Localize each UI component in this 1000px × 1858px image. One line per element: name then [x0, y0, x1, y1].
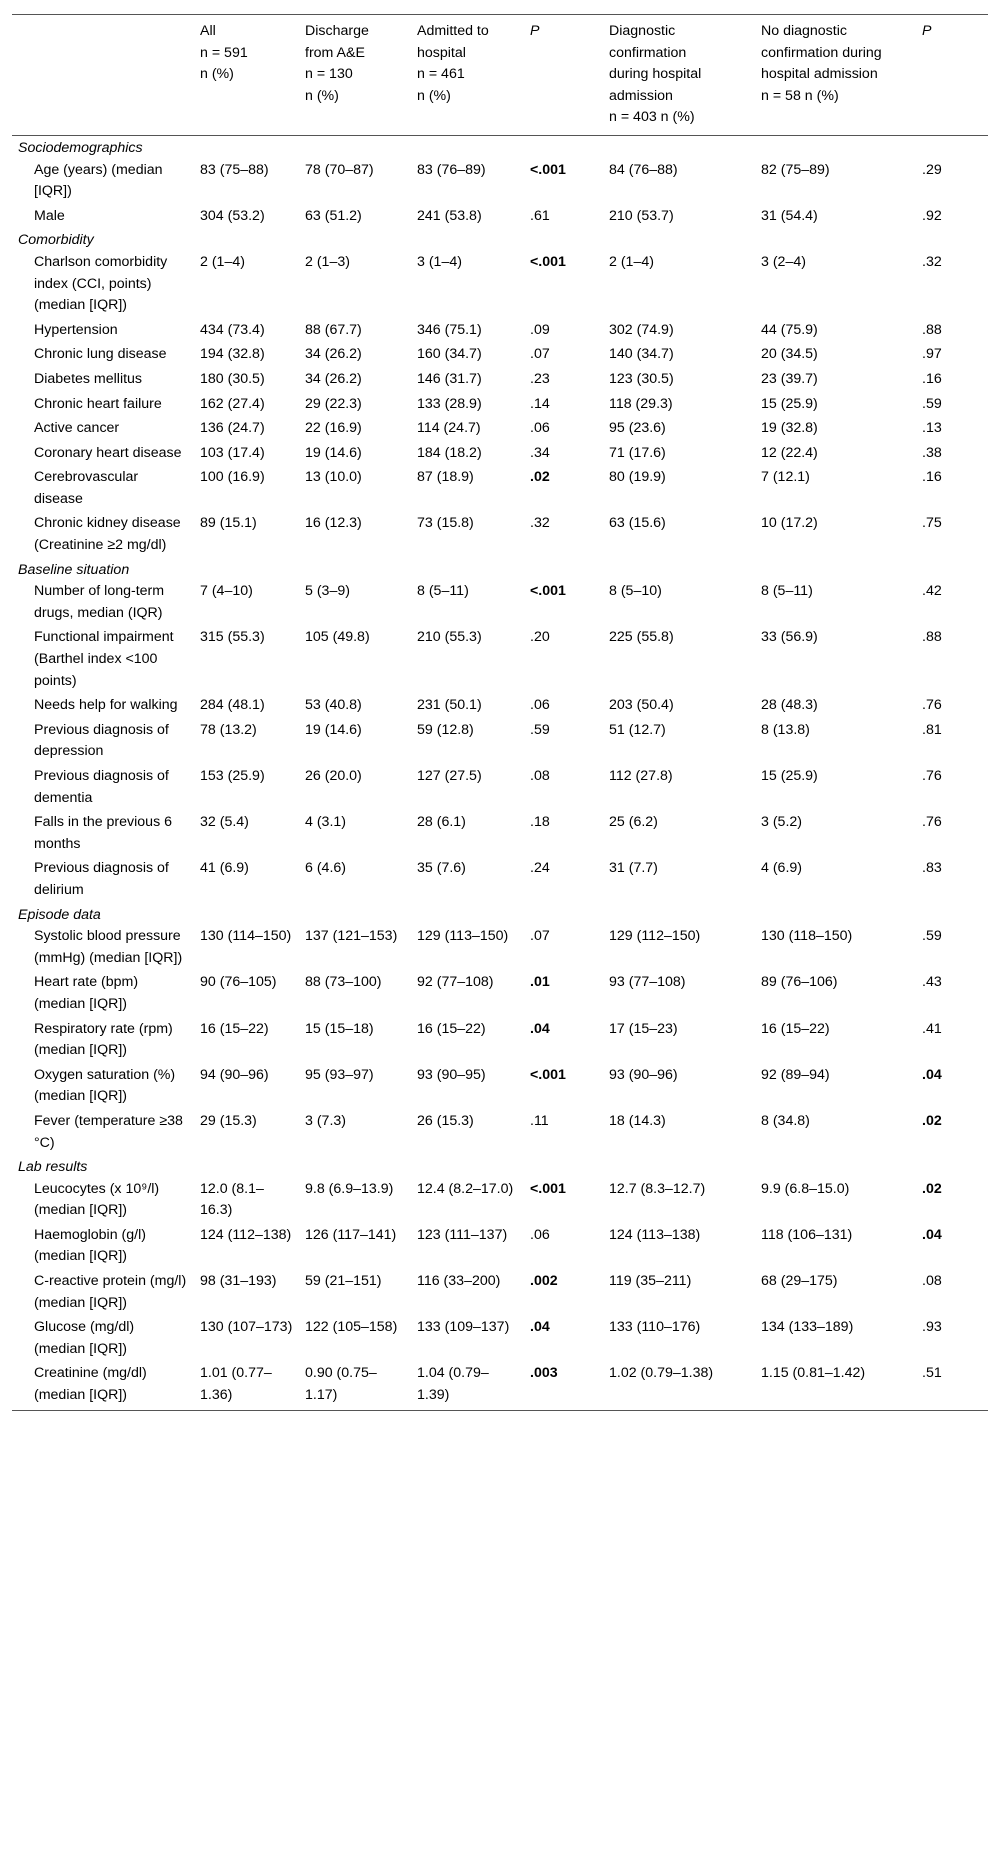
row-label: Functional impairment (Barthel index <100 points) — [34, 629, 174, 689]
cell-diagnostic: 51 (12.7) — [609, 721, 666, 738]
cell-p-admission: <.001 — [530, 1066, 566, 1083]
row-label: Haemoglobin (g/l) (median [IQR]) — [34, 1226, 146, 1265]
table-row — [12, 418, 988, 443]
cell-diagnostic: 84 (76–88) — [609, 161, 678, 178]
cell-p-admission: <.001 — [530, 161, 566, 178]
row-label: Coronary heart disease — [34, 444, 182, 461]
cell-no-diagnostic: 134 (133–189) — [761, 1319, 854, 1336]
table-row — [12, 160, 988, 206]
cell-all: 284 (48.1) — [200, 697, 265, 714]
cell-p-admission: .61 — [530, 207, 550, 224]
cell-p-admission: .01 — [530, 974, 550, 991]
row-label: Chronic kidney disease (Creatinine ≥2 mg/dl) — [34, 515, 181, 554]
table-row — [12, 695, 988, 720]
row-label: Heart rate (bpm) (median [IQR]) — [34, 974, 139, 1012]
cell-diagnostic: 80 (19.9) — [609, 469, 666, 486]
cell-admitted: 133 (28.9) — [417, 395, 482, 412]
cell-all: 130 (114–150) — [200, 928, 292, 945]
cell-p-admission: .09 — [530, 321, 550, 338]
cell-all: 98 (31–193) — [200, 1273, 277, 1290]
section-header-row — [12, 905, 988, 927]
cell-diagnostic: 129 (112–150) — [609, 928, 701, 945]
row-label: Leucocytes (x 10⁹/l) (median [IQR]) — [34, 1180, 160, 1219]
cell-p-diagnostic: .38 — [922, 444, 942, 461]
cell-no-diagnostic: 12 (22.4) — [761, 444, 818, 461]
cell-all: 180 (30.5) — [200, 370, 265, 387]
cell-p-diagnostic: .02 — [922, 1112, 942, 1129]
cell-discharge: 29 (22.3) — [305, 395, 362, 412]
table-row — [12, 394, 988, 419]
cell-diagnostic: 140 (34.7) — [609, 346, 674, 363]
cell-p-admission: .32 — [530, 515, 550, 532]
section-header-row — [12, 1157, 988, 1179]
cell-p-diagnostic: .88 — [922, 629, 942, 646]
cell-all: 1.01 (0.77–1.36) — [200, 1365, 272, 1404]
cell-no-diagnostic: 89 (76–106) — [761, 974, 838, 991]
cell-admitted: 210 (55.3) — [417, 629, 482, 646]
cell-discharge: 26 (20.0) — [305, 768, 362, 784]
cell-p-admission: .06 — [530, 1226, 550, 1243]
cell-p-diagnostic: .93 — [922, 1319, 942, 1336]
cell-discharge: 88 (73–100) — [305, 974, 382, 991]
table-row — [12, 320, 988, 345]
cell-p-diagnostic: .29 — [922, 161, 942, 178]
cell-diagnostic: 63 (15.6) — [609, 515, 666, 532]
row-label: C-reactive protein (mg/l) (median [IQR]) — [34, 1273, 187, 1311]
cell-p-admission: .18 — [530, 814, 550, 831]
cell-diagnostic: 18 (14.3) — [609, 1112, 666, 1129]
cell-p-diagnostic: .04 — [922, 1066, 942, 1083]
cell-admitted: 8 (5–11) — [417, 583, 469, 600]
cell-p-diagnostic: .02 — [922, 1180, 942, 1197]
table-header — [12, 15, 988, 136]
cell-diagnostic: 71 (17.6) — [609, 444, 666, 461]
header-label — [12, 15, 194, 136]
section-header-row — [12, 560, 988, 582]
cell-p-diagnostic: .16 — [922, 469, 942, 486]
cell-admitted: 241 (53.8) — [417, 207, 482, 224]
cell-all: 315 (55.3) — [200, 629, 265, 646]
cell-no-diagnostic: 8 (34.8) — [761, 1112, 810, 1129]
cell-discharge: 78 (70–87) — [305, 161, 374, 178]
cell-discharge: 137 (121–153) — [305, 928, 398, 945]
row-label: Oxygen saturation (%) (median [IQR]) — [34, 1066, 176, 1105]
cell-admitted: 231 (50.1) — [417, 697, 482, 714]
cell-admitted: 59 (12.8) — [417, 721, 474, 738]
cell-admitted: 146 (31.7) — [417, 370, 482, 387]
cell-discharge: 13 (10.0) — [305, 469, 362, 486]
cell-admitted: 3 (1–4) — [417, 253, 462, 270]
row-label: Charlson comorbidity index (CCI, points) (median [IQR]) — [34, 253, 168, 314]
row-label: Needs help for walking — [34, 697, 178, 714]
cell-admitted: 12.4 (8.2–17.0) — [417, 1180, 514, 1197]
cell-admitted: 116 (33–200) — [417, 1273, 501, 1290]
cell-no-diagnostic: 8 (5–11) — [761, 583, 813, 600]
cell-all: 41 (6.9) — [200, 860, 249, 877]
cell-diagnostic: 119 (35–211) — [609, 1273, 692, 1290]
cell-diagnostic: 31 (7.7) — [609, 860, 658, 877]
cell-discharge: 34 (26.2) — [305, 346, 362, 363]
cell-discharge: 88 (67.7) — [305, 321, 362, 338]
row-label: Fever (temperature ≥38 °C) — [34, 1112, 183, 1151]
header-row — [12, 15, 988, 136]
cell-admitted: 160 (34.7) — [417, 346, 482, 363]
cell-discharge: 4 (3.1) — [305, 814, 347, 831]
cell-discharge: 6 (4.6) — [305, 860, 347, 877]
cell-admitted: 35 (7.6) — [417, 860, 466, 877]
cell-all: 32 (5.4) — [200, 814, 249, 831]
row-label: Falls in the previous 6 months — [34, 814, 173, 852]
row-label: Systolic blood pressure (mmHg) (median [IQR]) — [34, 928, 183, 966]
cell-p-diagnostic: .16 — [922, 370, 942, 387]
cell-no-diagnostic: 15 (25.9) — [761, 395, 818, 412]
cell-admitted: 114 (24.7) — [417, 420, 481, 437]
section-title: Comorbidity — [18, 232, 94, 249]
cell-no-diagnostic: 1.15 (0.81–1.42) — [761, 1365, 866, 1382]
table-row — [12, 1317, 988, 1363]
table-row — [12, 513, 988, 559]
cell-admitted: 16 (15–22) — [417, 1020, 486, 1037]
cell-all: 89 (15.1) — [200, 515, 257, 532]
header-p2: P — [922, 23, 932, 39]
cell-no-diagnostic: 44 (75.9) — [761, 321, 818, 338]
cell-p-admission: .002 — [530, 1273, 558, 1290]
row-label: Previous diagnosis of dementia — [34, 768, 169, 806]
row-label: Previous diagnosis of depression — [34, 721, 169, 760]
row-label: Hypertension — [34, 321, 118, 338]
cell-p-admission: .07 — [530, 928, 550, 945]
cell-discharge: 19 (14.6) — [305, 721, 362, 738]
cell-all: 29 (15.3) — [200, 1112, 257, 1129]
table-row — [12, 972, 988, 1018]
cell-diagnostic: 133 (110–176) — [609, 1319, 701, 1336]
cell-diagnostic: 1.02 (0.79–1.38) — [609, 1365, 714, 1382]
row-label: Male — [34, 207, 65, 224]
table-row — [12, 720, 988, 766]
cell-p-diagnostic: .88 — [922, 321, 942, 338]
cell-diagnostic: 17 (15–23) — [609, 1020, 678, 1037]
table-row — [12, 443, 988, 468]
cell-discharge: 95 (93–97) — [305, 1066, 374, 1083]
table-row — [12, 206, 988, 231]
table-row — [12, 369, 988, 394]
section-title: Sociodemographics — [18, 139, 143, 156]
cell-discharge: 59 (21–151) — [305, 1273, 382, 1290]
cell-p-admission: <.001 — [530, 1180, 566, 1197]
cell-no-diagnostic: 4 (6.9) — [761, 860, 803, 877]
cell-p-admission: .003 — [530, 1365, 558, 1382]
cell-all: 136 (24.7) — [200, 420, 265, 437]
cell-diagnostic: 25 (6.2) — [609, 814, 658, 831]
header-all: All n = 591 n (%) — [200, 23, 248, 83]
section-title: Episode data — [18, 906, 101, 923]
cell-admitted: 92 (77–108) — [417, 974, 494, 991]
cell-no-diagnostic: 20 (34.5) — [761, 346, 818, 363]
table-row — [12, 812, 988, 858]
cell-all: 194 (32.8) — [200, 346, 265, 363]
cell-admitted: 93 (90–95) — [417, 1066, 486, 1083]
cell-diagnostic: 124 (113–138) — [609, 1226, 701, 1243]
row-label: Chronic heart failure — [34, 395, 162, 412]
table-body — [12, 135, 988, 1410]
cell-p-admission: .08 — [530, 768, 550, 784]
cell-p-admission: .06 — [530, 697, 550, 714]
cell-p-admission: .20 — [530, 629, 550, 646]
cell-no-diagnostic: 130 (118–150) — [761, 928, 853, 945]
cell-no-diagnostic: 8 (13.8) — [761, 721, 810, 738]
cell-no-diagnostic: 92 (89–94) — [761, 1066, 830, 1083]
cell-discharge: 3 (7.3) — [305, 1112, 347, 1129]
cell-no-diagnostic: 9.9 (6.8–15.0) — [761, 1180, 850, 1197]
cell-admitted: 346 (75.1) — [417, 321, 482, 338]
table-row — [12, 467, 988, 513]
cell-p-diagnostic: .08 — [922, 1273, 942, 1290]
cell-no-diagnostic: 19 (32.8) — [761, 420, 818, 437]
cell-no-diagnostic: 10 (17.2) — [761, 515, 818, 532]
cell-all: 153 (25.9) — [200, 768, 265, 784]
cell-discharge: 63 (51.2) — [305, 207, 362, 224]
cell-no-diagnostic: 3 (2–4) — [761, 253, 806, 270]
cell-diagnostic: 210 (53.7) — [609, 207, 674, 224]
cell-p-diagnostic: .76 — [922, 697, 942, 714]
cell-p-diagnostic: .04 — [922, 1226, 942, 1243]
row-label: Cerebrovascular disease — [34, 469, 139, 507]
cell-all: 2 (1–4) — [200, 253, 245, 270]
table-row — [12, 344, 988, 369]
cell-diagnostic: 12.7 (8.3–12.7) — [609, 1180, 706, 1197]
row-label: Diabetes mellitus — [34, 370, 143, 387]
cell-diagnostic: 93 (77–108) — [609, 974, 686, 991]
row-label: Respiratory rate (rpm) (median [IQR]) — [34, 1020, 173, 1059]
cell-p-diagnostic: .13 — [922, 420, 942, 437]
cell-admitted: 28 (6.1) — [417, 814, 466, 831]
cell-p-diagnostic: .97 — [922, 346, 942, 363]
section-title: Lab results — [18, 1159, 88, 1176]
cell-all: 7 (4–10) — [200, 583, 253, 600]
cell-no-diagnostic: 33 (56.9) — [761, 629, 818, 646]
cell-p-admission: .04 — [530, 1319, 550, 1336]
table-row — [12, 1363, 988, 1410]
cell-p-admission: .04 — [530, 1020, 550, 1037]
cell-p-admission: <.001 — [530, 583, 566, 600]
table-row — [12, 926, 988, 972]
cell-p-diagnostic: .76 — [922, 768, 942, 784]
row-label: Creatinine (mg/dl) (median [IQR]) — [34, 1365, 147, 1404]
table-row — [12, 1065, 988, 1111]
cell-p-admission: .07 — [530, 346, 550, 363]
table-row — [12, 1179, 988, 1225]
cell-p-diagnostic: .59 — [922, 395, 942, 412]
cell-all: 16 (15–22) — [200, 1020, 269, 1037]
cell-p-admission: .06 — [530, 420, 550, 437]
cell-no-diagnostic: 118 (106–131) — [761, 1226, 853, 1243]
cell-discharge: 5 (3–9) — [305, 583, 350, 600]
header-admitted: Admitted to hospital n = 461 n (%) — [417, 23, 489, 104]
cell-all: 100 (16.9) — [200, 469, 265, 486]
cell-p-admission: .59 — [530, 721, 550, 738]
table-row — [12, 858, 988, 904]
table-row — [12, 627, 988, 695]
cell-no-diagnostic: 15 (25.9) — [761, 768, 818, 784]
cell-diagnostic: 118 (29.3) — [609, 395, 673, 412]
cell-admitted: 87 (18.9) — [417, 469, 474, 486]
row-label: Age (years) (median [IQR]) — [34, 161, 163, 200]
row-label: Number of long-term drugs, median (IQR) — [34, 583, 165, 621]
cell-all: 90 (76–105) — [200, 974, 277, 991]
cell-p-diagnostic: .76 — [922, 814, 942, 831]
cell-all: 130 (107–173) — [200, 1319, 293, 1336]
cell-all: 12.0 (8.1–16.3) — [200, 1180, 264, 1219]
cell-p-diagnostic: .41 — [922, 1020, 942, 1037]
cell-p-diagnostic: .92 — [922, 207, 942, 224]
cell-all: 162 (27.4) — [200, 395, 265, 412]
cell-diagnostic: 225 (55.8) — [609, 629, 674, 646]
section-title: Baseline situation — [18, 561, 130, 578]
cell-p-admission: .24 — [530, 860, 550, 877]
cell-diagnostic: 112 (27.8) — [609, 768, 673, 784]
cell-discharge: 105 (49.8) — [305, 629, 370, 646]
cell-admitted: 1.04 (0.79–1.39) — [417, 1365, 489, 1404]
cell-all: 124 (112–138) — [200, 1226, 292, 1243]
cell-diagnostic: 2 (1–4) — [609, 253, 654, 270]
cell-p-diagnostic: .81 — [922, 721, 942, 738]
cell-no-diagnostic: 3 (5.2) — [761, 814, 803, 831]
cell-no-diagnostic: 23 (39.7) — [761, 370, 818, 387]
cell-diagnostic: 93 (90–96) — [609, 1066, 678, 1083]
cell-diagnostic: 203 (50.4) — [609, 697, 674, 714]
table-row — [12, 581, 988, 627]
cell-p-diagnostic: .51 — [922, 1365, 942, 1382]
cell-admitted: 129 (113–150) — [417, 928, 509, 945]
characteristics-table — [12, 14, 988, 1411]
cell-admitted: 184 (18.2) — [417, 444, 482, 461]
header-no-diagnostic: No diagnostic confirmation during hospital admission n = 58 n (%) — [761, 23, 882, 104]
cell-discharge: 22 (16.9) — [305, 420, 362, 437]
header-p1: P — [530, 23, 540, 39]
cell-all: 83 (75–88) — [200, 161, 269, 178]
cell-admitted: 127 (27.5) — [417, 768, 482, 784]
section-header-row — [12, 135, 988, 159]
cell-all: 304 (53.2) — [200, 207, 265, 224]
table-row — [12, 1111, 988, 1157]
cell-discharge: 16 (12.3) — [305, 515, 362, 532]
table-row — [12, 1271, 988, 1317]
cell-p-admission: .11 — [530, 1112, 549, 1129]
table-container — [12, 14, 988, 1411]
header-discharge: Discharge from A&E n = 130 n (%) — [305, 23, 369, 104]
cell-all: 78 (13.2) — [200, 721, 257, 738]
row-label: Chronic lung disease — [34, 346, 167, 363]
cell-discharge: 2 (1–3) — [305, 253, 350, 270]
cell-p-diagnostic: .83 — [922, 860, 942, 877]
cell-all: 434 (73.4) — [200, 321, 265, 338]
cell-diagnostic: 8 (5–10) — [609, 583, 662, 600]
table-row — [12, 766, 988, 812]
cell-p-admission: .02 — [530, 469, 550, 486]
cell-discharge: 126 (117–141) — [305, 1226, 397, 1243]
cell-p-diagnostic: .75 — [922, 515, 942, 532]
cell-discharge: 15 (15–18) — [305, 1020, 374, 1037]
cell-no-diagnostic: 7 (12.1) — [761, 469, 810, 486]
cell-diagnostic: 95 (23.6) — [609, 420, 666, 437]
header-diagnostic: Diagnostic confirmation during hospital admission n = 403 n (%) — [609, 23, 702, 126]
table-row — [12, 252, 988, 320]
cell-discharge: 9.8 (6.9–13.9) — [305, 1180, 394, 1197]
cell-p-diagnostic: .43 — [922, 974, 942, 991]
table-row — [12, 1225, 988, 1271]
cell-p-admission: .14 — [530, 395, 550, 412]
cell-no-diagnostic: 16 (15–22) — [761, 1020, 830, 1037]
cell-all: 94 (90–96) — [200, 1066, 269, 1083]
cell-discharge: 53 (40.8) — [305, 697, 362, 714]
cell-p-diagnostic: .59 — [922, 928, 942, 945]
cell-discharge: 0.90 (0.75–1.17) — [305, 1365, 377, 1404]
cell-no-diagnostic: 31 (54.4) — [761, 207, 818, 224]
cell-p-admission: .23 — [530, 370, 550, 387]
cell-p-diagnostic: .32 — [922, 253, 942, 270]
row-label: Active cancer — [34, 420, 120, 437]
cell-p-diagnostic: .42 — [922, 583, 942, 600]
cell-admitted: 83 (76–89) — [417, 161, 486, 178]
cell-no-diagnostic: 28 (48.3) — [761, 697, 818, 714]
cell-discharge: 122 (105–158) — [305, 1319, 398, 1336]
row-label: Previous diagnosis of delirium — [34, 860, 169, 898]
cell-p-admission: <.001 — [530, 253, 566, 270]
section-header-row — [12, 230, 988, 252]
cell-p-admission: .34 — [530, 444, 550, 461]
cell-admitted: 133 (109–137) — [417, 1319, 510, 1336]
cell-no-diagnostic: 68 (29–175) — [761, 1273, 838, 1290]
cell-discharge: 19 (14.6) — [305, 444, 362, 461]
table-row — [12, 1019, 988, 1065]
cell-diagnostic: 123 (30.5) — [609, 370, 674, 387]
row-label: Glucose (mg/dl) (median [IQR]) — [34, 1319, 135, 1357]
cell-admitted: 26 (15.3) — [417, 1112, 474, 1129]
cell-discharge: 34 (26.2) — [305, 370, 362, 387]
cell-admitted: 123 (111–137) — [417, 1226, 508, 1243]
cell-admitted: 73 (15.8) — [417, 515, 474, 532]
cell-all: 103 (17.4) — [200, 444, 265, 461]
cell-no-diagnostic: 82 (75–89) — [761, 161, 830, 178]
cell-diagnostic: 302 (74.9) — [609, 321, 674, 338]
